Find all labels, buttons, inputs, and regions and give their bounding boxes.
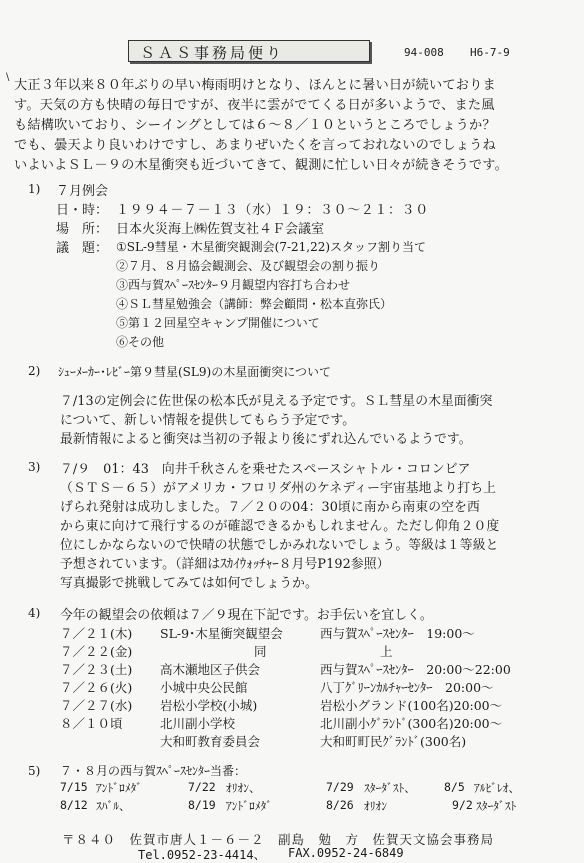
margin-mark: \ [6, 72, 10, 83]
meeting-datetime-label: 日・時： [56, 203, 109, 218]
schedule-date: ７／２１(木) [60, 626, 133, 641]
schedule-date: ８／１０頃 [60, 716, 123, 731]
duty-name: ｱﾝﾄﾞﾛﾒﾀﾞ [96, 781, 142, 795]
agenda-item: ①SL-9彗星・木星衝突観測会(7-21,22)スタッフ割り当て [116, 240, 427, 254]
intro-line: も結構吹いており、シーイングとしては６～８／１０というところでしょうか？ [14, 118, 496, 133]
paragraph-line: 位にしかならないので快晴の状態でしかみれないでしょう。等級は１等級と [60, 538, 499, 553]
footer-address: 〒８４０ 佐賀市唐人１－６－２ 副島 勉 方 佐賀天文協会事務局 [62, 832, 495, 847]
schedule-event: 北川副小学校 [160, 716, 236, 731]
duty-name: ｽﾀｰﾀﾞｽﾄ [476, 799, 517, 813]
meeting-place: 日本火災海上㈱佐賀支社４Ｆ会議室 [116, 222, 325, 237]
schedule-date: ７／２６(火) [60, 680, 133, 695]
page-title: ＳＡＳ事務局便り [140, 44, 285, 62]
section-number: 1) [28, 182, 41, 196]
agenda-item: ②７月、８月協会観測会、及び観望会の割り振り [116, 259, 381, 273]
intro-line: す。天気の方も快晴の毎日ですが、夜半に雲がでてくる日が多いようで、また風 [14, 98, 495, 113]
duty-date: 7/22 [188, 780, 216, 794]
section-heading: ７・８月の西与賀ｽﾍﾟｰｽｾﾝﾀｰ当番： [60, 764, 247, 778]
doc-date: H6-7-9 [470, 46, 510, 59]
agenda-item: ⑤第１２回星空キャンプ開催について [116, 316, 320, 330]
agenda-item: ③西与賀ｽﾍﾟｰｽｾﾝﾀｰ９月観望内容打ち合わせ [116, 278, 351, 292]
duty-date: 8/26 [326, 798, 354, 812]
paragraph-line: 予想されています。（詳細はｽｶｲｳｫｯﾁｬｰ８月号P192参照） [60, 557, 390, 572]
duty-date: 8/5 [444, 780, 465, 794]
duty-name: ｱﾙﾋﾞﾚｵ、 [474, 781, 520, 795]
paragraph-line: ７/９ 01：43 向井千秋さんを乗せたスペースシャトル・コロンビア [60, 462, 471, 477]
intro-line: でも、曇天より良いわけですし、あまりぜいたくを言っておれないのでしょうね [14, 138, 496, 153]
schedule-place: 西与賀ｽﾍﾟｰｽｾﾝﾀｰ 20:00～22:00 [320, 662, 511, 677]
section-number: 2) [28, 364, 41, 378]
paragraph-line: げられ発射は成功しました。７／２０の04：30頃に南から南東の空を西 [60, 500, 480, 515]
schedule-place: 岩松小グランド(100名)20:00～ [320, 698, 503, 713]
schedule-event: SL-9･木星衝突観望会 [160, 626, 283, 641]
section-heading: 今年の観望会の依頼は７／９現在下記です。お手伝いを宜しく。 [60, 608, 433, 623]
schedule-place: 大和町町民ｸﾞﾗﾝﾄﾞ(300名) [320, 734, 467, 749]
paragraph-line: について、新しい情報を提供してもらう予定です。 [60, 413, 356, 428]
schedule-date: ７／２３(土) [60, 662, 133, 677]
duty-date: 8/19 [188, 798, 216, 812]
duty-name: ｽﾊﾞﾙ、 [96, 799, 131, 813]
schedule-event: 小城中央公民館 [160, 680, 248, 695]
paragraph-line: ７/13の定例会に佐世保の松本氏が見える予定です。ＳＬ彗星の木星面衝突 [60, 394, 493, 409]
duty-date: 7/29 [326, 780, 354, 794]
section-heading: ７月例会 [56, 184, 109, 199]
meeting-datetime: １９９４－７－１３（水）１９：３０～２１：３０ [116, 203, 429, 218]
schedule-place: 西与賀ｽﾍﾟｰｽｾﾝﾀｰ 19:00～ [320, 626, 475, 641]
section-number: 5) [28, 764, 41, 778]
footer-fax: FAX.0952-24-6849 [288, 846, 404, 860]
paragraph-line: から東に向けて飛行するのが確認できるかもしれません。ただし仰角２０度 [60, 519, 500, 534]
section-heading: ｼｭｰﾒｰｶｰ･ﾚﾋﾞｰ第９彗星(SL9)の木星面衝突について [58, 365, 331, 379]
schedule-date: ７／２７(水) [60, 698, 133, 713]
schedule-event: 高木瀬地区子供会 [160, 662, 261, 677]
schedule-place: 八丁ｸﾞﾘｰﾝｶﾙﾁｬｰｾﾝﾀｰ 20:00～ [320, 680, 494, 695]
schedule-place: 上 [380, 644, 393, 659]
schedule-event: 岩松小学校(小城) [160, 698, 258, 713]
duty-name: ｱﾝﾄﾞﾛﾒﾀﾞ [226, 799, 272, 813]
agenda-item: ④ＳＬ彗星勉強会（講師：弊会顧問・松本直弥氏） [116, 297, 393, 311]
schedule-event: 同 [254, 644, 267, 659]
paragraph-line: 写真撮影で挑戦してみては如何でしょうか。 [60, 576, 318, 591]
doc-number: 94-008 [404, 46, 444, 59]
section-number: 3) [28, 460, 41, 474]
duty-name: ｵﾘｵﾝ [364, 799, 387, 813]
duty-date: 9/2 [452, 798, 473, 812]
section-number: 4) [28, 606, 41, 620]
agenda-label: 議 題： [56, 241, 109, 256]
meeting-place-label: 場 所： [56, 222, 109, 237]
intro-line: いよいよＳＬ－９の木星衝突も近づいてきて、観測に忙しい日々が続きそうです。 [14, 158, 509, 173]
paragraph-line: （ＳＴＳ－６５）がアメリカ・フロリダ州のケネディー宇宙基地より打ち上 [60, 481, 497, 496]
schedule-event: 大和町教育委員会 [160, 734, 261, 749]
duty-name: ｽﾀｰﾀﾞｽﾄ、 [364, 781, 416, 795]
paragraph-line: 最新情報によると衝突は当初の予報より後にずれ込んでいるようです。 [60, 432, 472, 447]
footer-tel: Tel.0952-23-4414、 [138, 848, 266, 862]
duty-name: ｵﾘｵﾝ、 [226, 781, 261, 795]
agenda-item: ⑥その他 [116, 335, 165, 349]
intro-line: 大正３年以来８０年ぶりの早い梅雨明けとなり、ほんとに暑い日が続いておりま [14, 78, 496, 93]
duty-date: 8/12 [60, 798, 88, 812]
schedule-date: ７／２２(金) [60, 644, 133, 659]
duty-date: 7/15 [60, 780, 88, 794]
schedule-place: 北川副小ｸﾞﾗﾝﾄﾞ(300名)20:00～ [320, 716, 503, 731]
